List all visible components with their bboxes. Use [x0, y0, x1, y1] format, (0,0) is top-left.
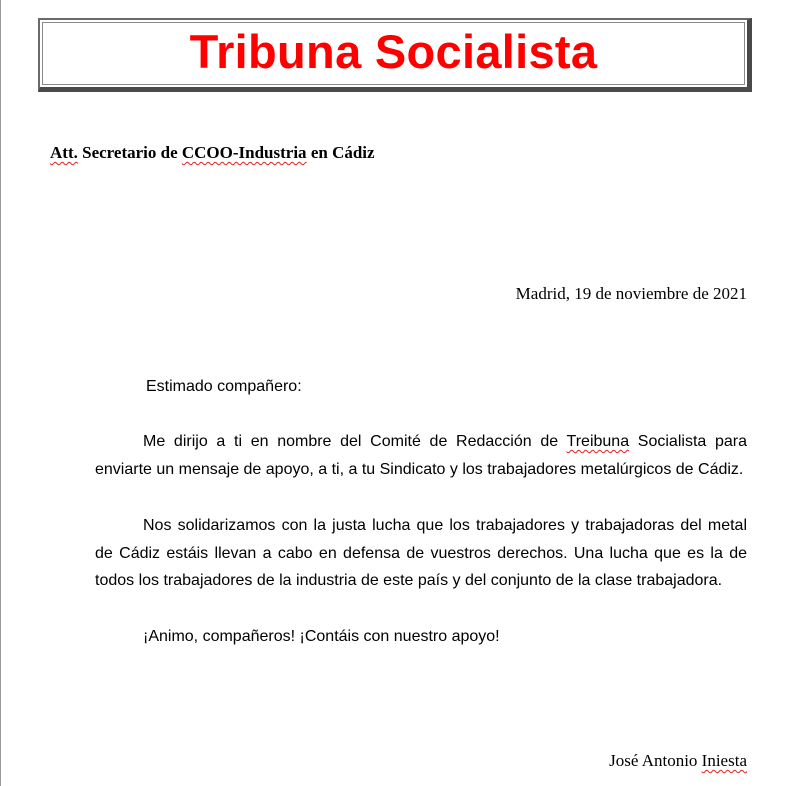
signature-first: José Antonio: [609, 751, 702, 770]
salutation: Estimado compañero:: [146, 378, 302, 395]
paragraph-1-misspelled: Treibuna: [566, 433, 630, 450]
signature-last: Iniesta: [701, 751, 747, 770]
recipient-prefix: Att.: [50, 143, 78, 162]
recipient-middle: Secretario de: [77, 143, 182, 162]
recipient-line: [50, 143, 375, 163]
paragraph-1-before: Me dirijo a ti en nombre del Comité de Redacción de: [143, 433, 567, 450]
page-left-edge: [0, 0, 1, 786]
recipient-suffix: en Cádiz: [306, 143, 375, 162]
masthead-title: Tribuna Socialista: [189, 25, 598, 78]
paragraph-3: ¡Animo, compañeros! ¡Contáis con nuestro apoyo!: [143, 628, 500, 645]
letter-date: Madrid, 19 de noviembre de 2021: [515, 284, 747, 303]
paragraph-2: Nos solidarizamos con la justa lucha que los trabajadores y trabajadoras del metal de Cádiz estáis llevan a cabo en defensa de vuestros derechos. Una lucha que es la de todos los trabajadores de la industria de este país y del conjunto de la clase trabajadora.: [95, 517, 747, 589]
paragraph-1: [95, 428, 747, 483]
masthead-box: [38, 18, 752, 92]
paragraph-1-after: Socialista para enviarte un mensaje de apoyo, a ti, a tu Sindicato y los trabajadores metalúrgicos de Cádiz.: [95, 433, 747, 478]
signature: [609, 751, 747, 771]
recipient-org: CCOO-Industria: [181, 143, 307, 162]
